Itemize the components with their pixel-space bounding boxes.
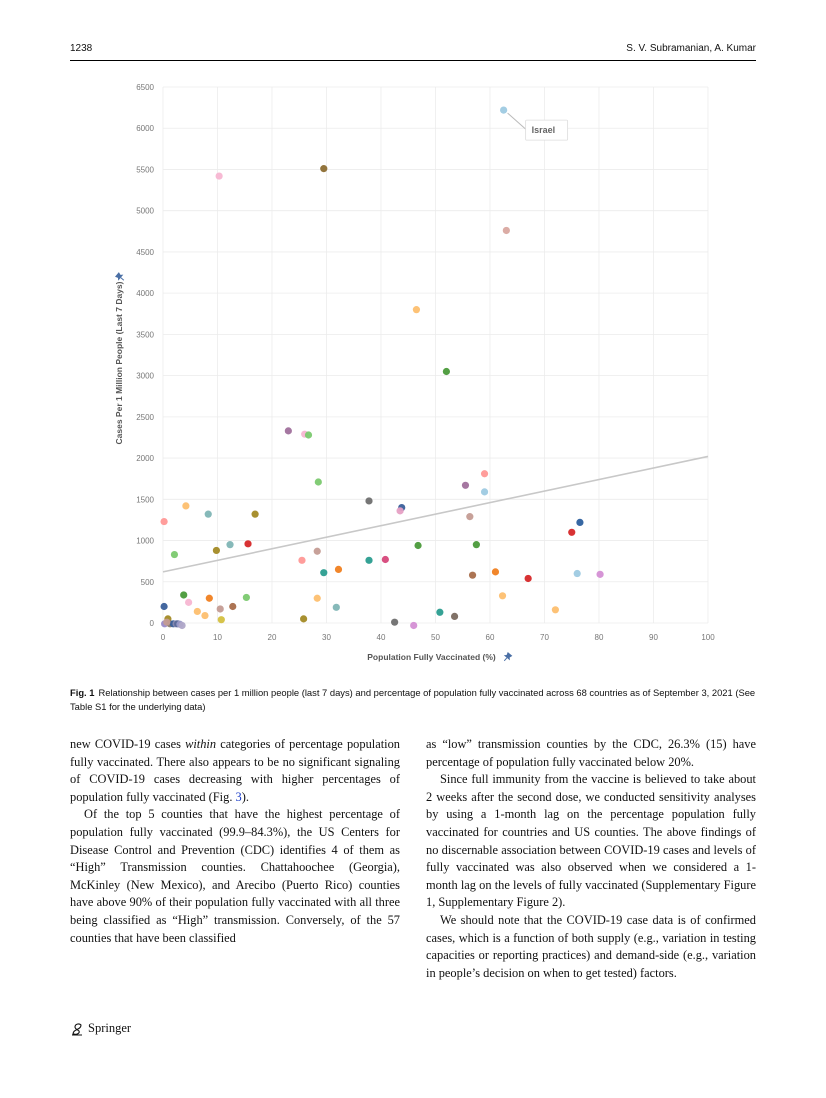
data-point — [492, 568, 499, 575]
paragraph: Since full immunity from the vaccine is believed to take about 2 weeks after the second dose, we conducted sensitivity analyses by using a 1-month lag on the percentage population fully vaccinated for countries and US counties. The above findings of no discernable association between COVID-19 cases and levels of fully vaccinated was also observed when we considered a 1-month lag on the levels of fully vaccinated (Supplementary Figure 1, Supplementary Figure 2). — [426, 772, 756, 910]
data-point — [413, 306, 420, 313]
data-point — [365, 557, 372, 564]
data-point — [285, 427, 292, 434]
y-tick-label: 500 — [140, 577, 154, 587]
page-header — [70, 43, 756, 63]
annotation-leader — [508, 113, 526, 129]
data-point — [160, 518, 167, 525]
data-point — [314, 548, 321, 555]
data-point — [218, 616, 225, 623]
data-point — [436, 609, 443, 616]
data-point — [305, 431, 312, 438]
y-tick-label: 5000 — [136, 206, 154, 216]
data-point — [596, 571, 603, 578]
data-point — [320, 165, 327, 172]
y-axis-pin-icon — [114, 271, 126, 283]
data-point — [466, 513, 473, 520]
data-point — [298, 557, 305, 564]
running-authors: S. V. Subramanian, A. Kumar — [626, 43, 756, 54]
page-footer — [70, 1021, 131, 1036]
x-tick-label: 60 — [485, 633, 495, 642]
page-number: 1238 — [70, 43, 93, 54]
y-axis-ticks — [136, 83, 154, 628]
y-tick-label: 4500 — [136, 247, 154, 257]
y-tick-label: 4000 — [136, 289, 154, 299]
data-point — [217, 605, 224, 612]
data-point — [568, 529, 575, 536]
y-tick-label: 6500 — [136, 83, 154, 92]
y-tick-label: 1500 — [136, 495, 154, 505]
y-tick-label: 5500 — [136, 165, 154, 175]
data-point — [391, 619, 398, 626]
y-tick-label: 0 — [149, 619, 154, 628]
paragraph: We should note that the COVID-19 case data is of confirmed cases, which is a function of both supply (e.g., variation in testing capacities or reporting practices) and demand-side (e.g., variation in people’s decision on when to get tested) factors. — [426, 912, 756, 980]
scatter-chart — [100, 74, 720, 674]
data-point — [182, 502, 189, 509]
x-tick-label: 10 — [213, 633, 222, 642]
data-point — [320, 569, 327, 576]
paragraph: Of the top 5 counties that have the highest percentage of population fully vaccinated (99.9–84.3%), the US Centers for Disease Control and Prevention (CDC) identifies 4 of them as “High” Transmission counties. Chattahoochee (Georgia), McKinley (New Mexico), and Arecibo (Puerto Rico) counties have above 90% of their population fully vaccinated with all three being classified as “High” transmission. Conversely, of the 57 counties that have been classified — [70, 807, 400, 945]
data-point — [213, 547, 220, 554]
x-axis-label: Population Fully Vaccinated (%) — [367, 652, 496, 662]
data-point — [333, 604, 340, 611]
data-point — [163, 619, 170, 626]
data-point — [481, 470, 488, 477]
data-point — [396, 507, 403, 514]
figure-caption — [70, 686, 756, 714]
x-tick-label: 30 — [322, 633, 331, 642]
figure-reference-link[interactable]: 3 — [235, 789, 242, 804]
x-tick-label: 40 — [376, 633, 386, 642]
data-point — [525, 575, 532, 582]
data-point — [365, 497, 372, 504]
y-tick-label: 1000 — [136, 536, 154, 546]
data-point — [160, 603, 167, 610]
chart-annotation — [508, 113, 568, 140]
data-point — [206, 595, 213, 602]
data-point — [171, 551, 178, 558]
y-axis-label: Cases Per 1 Million People (Last 7 Days) — [114, 281, 124, 445]
data-point — [205, 511, 212, 518]
x-tick-label: 20 — [267, 633, 277, 642]
x-tick-label: 80 — [594, 633, 604, 642]
x-tick-label: 100 — [701, 633, 715, 642]
header-rule — [70, 60, 756, 61]
data-point — [194, 608, 201, 615]
springer-logo-icon — [70, 1022, 84, 1036]
body-column-left — [70, 736, 400, 947]
data-point — [382, 556, 389, 563]
x-tick-label: 90 — [649, 633, 658, 642]
data-point — [229, 603, 236, 610]
paragraph: new COVID-19 cases within categories of percentage population fully vaccinated. There also appears to be no significant signaling of COVID-19 cases decreasing with higher percentages of population fully vaccinated (Fig. 3). — [70, 737, 400, 804]
data-point — [335, 566, 342, 573]
data-point — [499, 592, 506, 599]
x-tick-label: 50 — [431, 633, 440, 642]
data-point — [503, 227, 510, 234]
paragraph: as “low” transmission counties by the CDC, 26.3% (15) have percentage of population fully vaccinated below 20%. — [426, 737, 756, 769]
data-point — [576, 519, 583, 526]
data-point — [300, 615, 307, 622]
x-axis-ticks — [161, 633, 715, 642]
data-point — [314, 595, 321, 602]
data-point — [462, 482, 469, 489]
data-point — [244, 540, 251, 547]
figure-label: Fig. 1 — [70, 687, 95, 698]
data-point — [481, 488, 488, 495]
data-point — [252, 511, 259, 518]
y-tick-label: 2500 — [136, 412, 154, 422]
y-tick-label: 6000 — [136, 124, 154, 134]
x-tick-label: 70 — [540, 633, 549, 642]
data-point — [185, 599, 192, 606]
data-point — [201, 612, 208, 619]
data-points — [160, 106, 603, 629]
data-point — [574, 570, 581, 577]
data-point — [451, 613, 458, 620]
data-point — [469, 572, 476, 579]
x-axis-pin-icon — [501, 651, 513, 663]
data-point — [552, 606, 559, 613]
data-point — [443, 368, 450, 375]
y-tick-label: 2000 — [136, 454, 154, 464]
body-column-right — [426, 736, 756, 982]
data-point — [315, 478, 322, 485]
data-point — [226, 541, 233, 548]
annotation-label: Israel — [531, 125, 556, 136]
data-point — [500, 106, 507, 113]
data-point — [180, 591, 187, 598]
data-point — [414, 542, 421, 549]
data-point — [216, 172, 223, 179]
y-tick-label: 3000 — [136, 371, 154, 381]
x-tick-label: 0 — [160, 633, 166, 642]
publisher-name: Springer — [88, 1021, 132, 1035]
data-point — [410, 622, 417, 629]
y-tick-label: 3500 — [136, 330, 154, 340]
data-point — [243, 594, 250, 601]
data-point — [178, 622, 185, 629]
data-point — [473, 541, 480, 548]
caption-text: Relationship between cases per 1 million people (last 7 days) and percentage of population fully vaccinated across 68 countries as of September 3, 2021 (See Table S1 for the underlying data) — [70, 687, 756, 712]
